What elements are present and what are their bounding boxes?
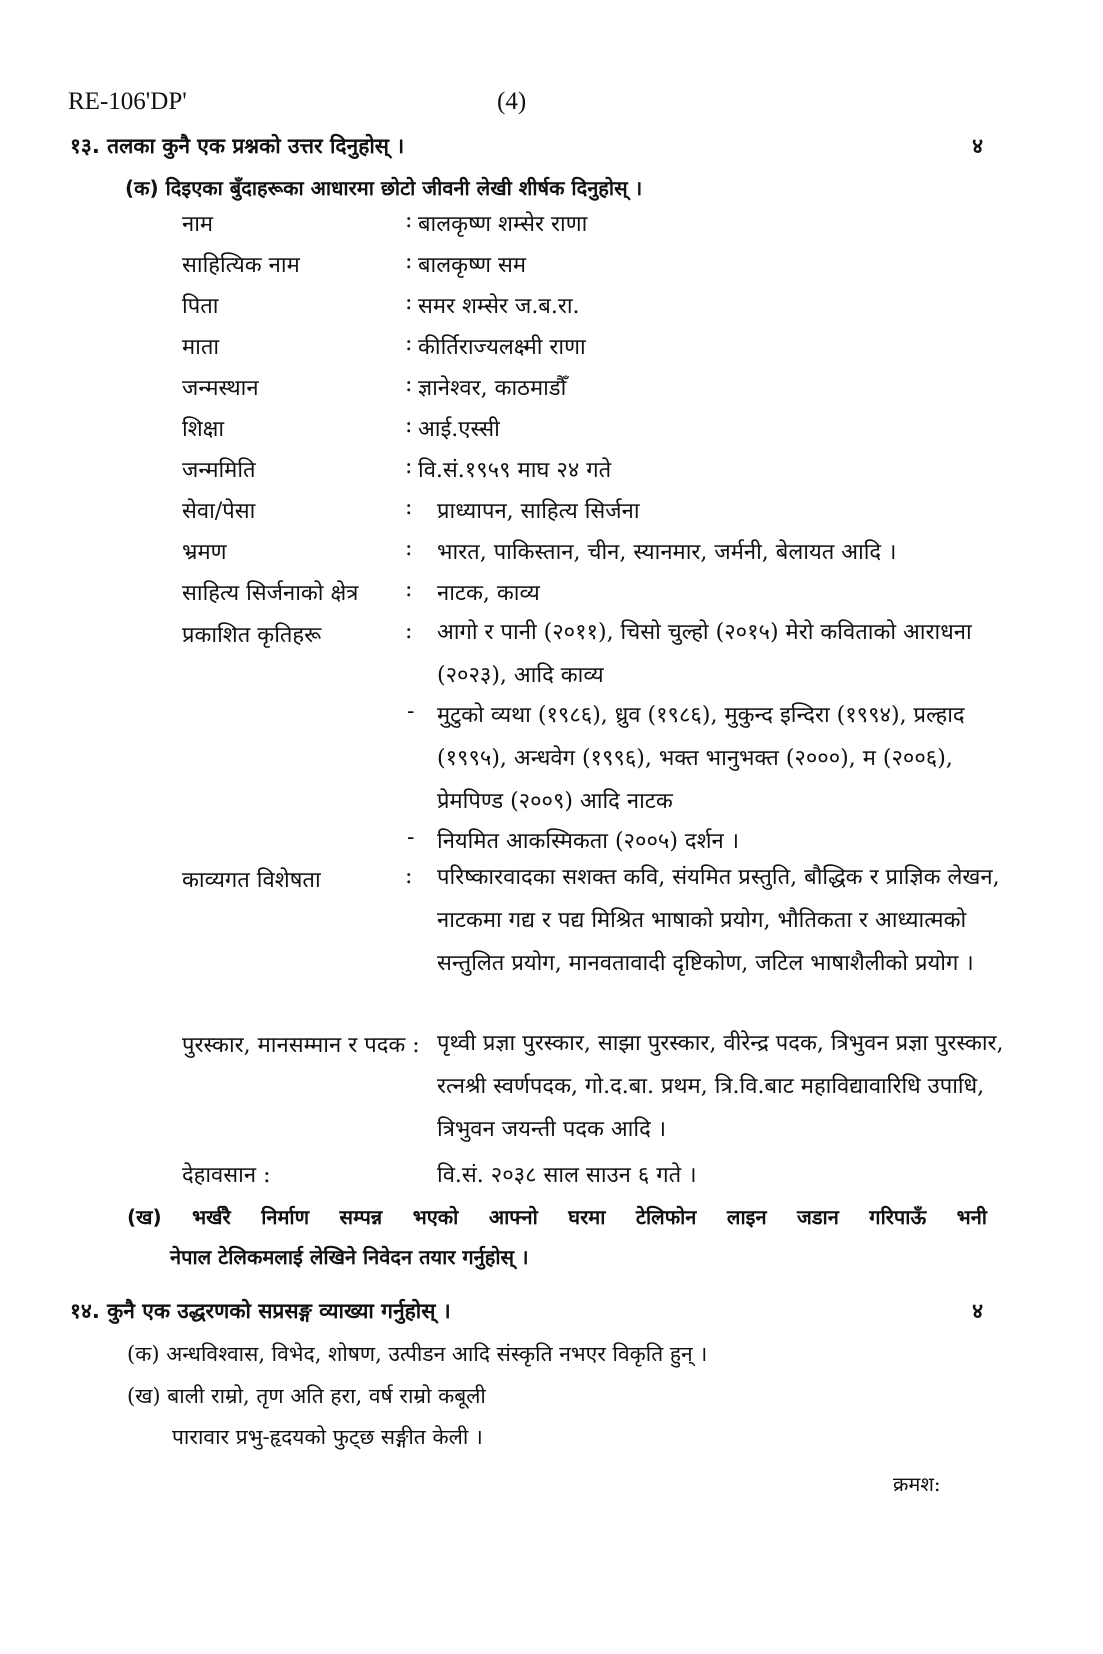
bio-colon: : [405, 208, 413, 233]
bio-row-profession [0, 487, 1103, 531]
bio-colon: : [405, 536, 413, 561]
bio-value: आई.एस्सी [418, 417, 500, 442]
bio-label: नाम [182, 212, 214, 237]
question-14-marks: ४ [972, 1299, 983, 1323]
question-13-kha-line-1: (ख) भर्खरै निर्माण सम्पन्न भएको आफ्नो घरमा टेलिफोन लाइन जडान गरिपाऊँ भनी [127, 1205, 987, 1229]
bio-label: जन्मस्थान [182, 376, 259, 401]
bio-colon: : [405, 619, 413, 644]
bio-value: बालकृष्ण सम [418, 253, 527, 278]
bio-colon: : [405, 413, 413, 438]
bio-value: वि.सं.१९५९ माघ २४ गते [418, 458, 612, 483]
bio-label: काव्यगत विशेषता [182, 868, 321, 893]
bio-row-literary-field [0, 569, 1103, 613]
bio-label: शिक्षा [182, 417, 225, 442]
bio-row-education [0, 405, 1103, 449]
bio-value: प्राध्यापन, साहित्य सिर्जना [437, 499, 640, 524]
bio-colon: : [405, 331, 413, 356]
published-dramas: मुटुको व्यथा (१९८६), ध्रुव (१९८६), मुकुन्द इन्दिरा (१९९४), प्रल्हाद (१९९५), अन्धवेग (१९९६), भक्त भानुभक्त (२०००), म (२००६), प्रेमपिण्ड (२००९) आदि नाटक [437, 703, 965, 814]
bio-colon: : [405, 249, 413, 274]
bio-row-mother [0, 323, 1103, 367]
bio-colon: : [405, 495, 413, 520]
question-13-marks: ४ [972, 134, 983, 158]
bio-value: नाटक, काव्य [437, 581, 540, 606]
question-13-title: १३. तलका कुनै एक प्रश्नको उत्तर दिनुहोस् । [70, 134, 405, 158]
bio-row-name [0, 200, 1103, 244]
bio-row-literary-name [0, 241, 1103, 285]
bio-colon: : [405, 864, 413, 889]
question-14-kha-line-1: (ख) बाली राम्रो, तृण अति हरा, वर्ष राम्रो कबूली [127, 1384, 486, 1408]
bio-colon: : [405, 577, 413, 602]
question-14-kha-line-2: पारावार प्रभु-हृदयको फुट्छ सङ्गीत केली । [172, 1425, 483, 1449]
bio-colon: : [405, 454, 413, 479]
awards-label: पुरस्कार, मानसम्मान र पदक : [182, 1033, 420, 1058]
bio-label: माता [182, 335, 220, 360]
bio-row-father [0, 282, 1103, 326]
published-philosophy: नियमित आकस्मिकता (२००५) दर्शन । [437, 829, 740, 854]
page-number: (4) [497, 88, 527, 115]
bio-label: जन्ममिति [182, 458, 256, 483]
bio-value: भारत, पाकिस्तान, चीन, स्यानमार, जर्मनी, बेलायत आदि । [437, 540, 897, 565]
bio-label: पिता [182, 294, 219, 319]
death-label: देहावसान : [182, 1163, 271, 1188]
bio-value: बालकृष्ण शम्सेर राणा [418, 212, 588, 237]
bio-label: प्रकाशित कृतिहरू [182, 623, 322, 648]
awards-text: पृथ्वी प्रज्ञा पुरस्कार, साझा पुरस्कार, वीरेन्द्र पदक, त्रिभुवन प्रज्ञा पुरस्कार, रत्नश्री स्वर्णपदक, गो.द.बा. प्रथम, त्रि.वि.बाट महाविद्यावारिधि उपाधि, त्रिभुवन जयन्ती पदक आदि । [437, 1031, 1004, 1142]
question-13-ka: (क) दिइएका बुँदाहरूका आधारमा छोटो जीवनी लेखी शीर्षक दिनुहोस् । [125, 176, 643, 200]
bio-value: कीर्तिराज्यलक्ष्मी राणा [418, 335, 586, 360]
poetic-features-text: परिष्कारवादका सशक्त कवि, संयमित प्रस्तुति, बौद्धिक र प्राज्ञिक लेखन, नाटकमा गद्य र पद्य मिश्रित भाषाको प्रयोग, भौतिकता र आध्यात्मको सन्तुलित प्रयोग, मानवतावादी दृष्टिकोण, जटिल भाषाशैलीको प्रयोग । [437, 865, 1000, 976]
bio-colon: : [405, 372, 413, 397]
list-dash: - [407, 699, 415, 724]
bio-value: ज्ञानेश्वर, काठमाडौँ [418, 376, 567, 401]
question-13-kha-line-2: नेपाल टेलिकमलाई लेखिने निवेदन तयार गर्नुहोस् । [170, 1245, 529, 1269]
bio-label: साहित्यिक नाम [182, 253, 300, 278]
death-value: वि.सं. २०३८ साल साउन ६ गते । [437, 1163, 697, 1188]
published-poetry: आगो र पानी (२०११), चिसो चुल्हो (२०१५) मेरो कविताको आराधना (२०२३), आदि काव्य [437, 620, 972, 688]
paper-code: RE-106'DP' [68, 88, 187, 115]
question-14-ka: (क) अन्धविश्वास, विभेद, शोषण, उत्पीडन आदि संस्कृति नभएर विकृति हुन् । [127, 1342, 708, 1366]
bio-label: साहित्य सिर्जनाको क्षेत्र [182, 581, 359, 606]
bio-label: भ्रमण [182, 540, 227, 565]
bio-label: सेवा/पेसा [182, 499, 256, 524]
bio-row-travel [0, 528, 1103, 572]
continued-label: क्रमश: [893, 1472, 941, 1496]
question-14-title: १४. कुनै एक उद्धरणको सप्रसङ्ग व्याख्या गर्नुहोस् । [70, 1299, 451, 1323]
bio-value: समर शम्सेर ज.ब.रा. [418, 294, 580, 319]
bio-row-birthdate [0, 446, 1103, 490]
bio-colon: : [405, 290, 413, 315]
bio-row-birthplace [0, 364, 1103, 408]
list-dash: - [407, 825, 415, 850]
